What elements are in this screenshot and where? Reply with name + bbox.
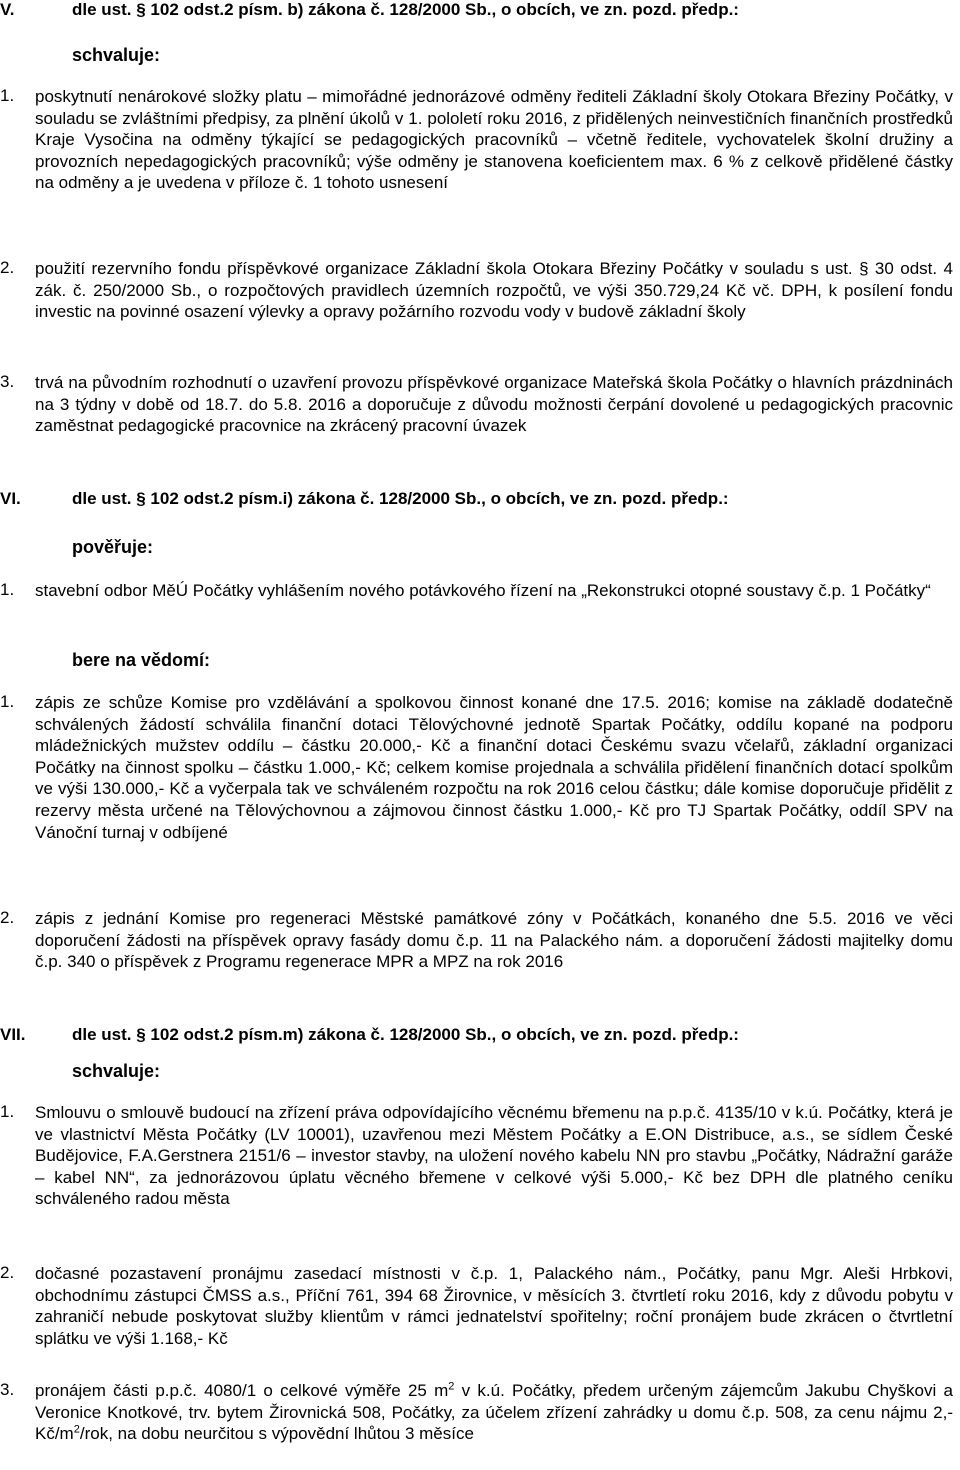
item-text [35,1380,953,1445]
section-verb: pověřuje: [72,537,154,557]
section-verb: schvaluje: [72,1061,161,1081]
section-law-reference: dle ust. § 102 odst.2 písm.i) zákona č. 128/2000 Sb., o obcích, ve zn. pozd. předp.: [72,489,729,508]
item-number: 2. [0,1263,15,1282]
item-text-part: /rok, na dobu neurčitou s výpovědní lhůtou 3 měsíce [79,1424,474,1444]
section-roman: VI. [0,489,21,508]
section-roman: VII. [0,1025,26,1044]
item-text: Smlouvu o smlouvě budoucí na zřízení práva odpovídajícího věcnému břemenu na p.p.č. 4135/10 v k.ú. Počátky, která je ve vlastnictví Města Počátky (LV 10001), uzavřenou mezi Městem Počátky a E.ON Distribuce, a.s., se sídlem České Budějovice, F.A.Gerstnera 2151/6 – investor stavby, na uložení nového kabelu NN pro stavbu „Počátky, Nádražní garáže – kabel NN“, za jednorázovou úplatu věcného břemene v celkové výši 5.000,- Kč bez DPH dle platného ceníku schváleného radou města [35,1103,953,1209]
section-verb: schvaluje: [72,45,161,65]
item-text-part: pronájem části p.p.č. 4080/1 o celkové výměře 25 m [35,1381,449,1400]
item-text: zápis ze schůze Komise pro vzdělávání a spolkovou činnost konané dne 17.5. 2016; komise na základě dodatečně schválených žádostí schválila finanční dotaci Tělovýchovné jednotě Spartak Počátky, oddílu kopané na podporu mládežnických mužstev oddílu – částku 20.000,- Kč a finanční dotaci Českému svazu včelařů, základní organizaci Počátky na činnost spolku – částku 1.000,- Kč; celkem komise projednala a schválila přidělení finančních dotací spolkům ve výši 130.000,- Kč a vyčerpala tak ve schváleném rozpočtu na rok 2016 celou částku; dále komise doporučuje přidělit z rezervy města určené na Tělovýchovnou a zájmovou činnost částku 1.000,- Kč pro TJ Spartak Počátky, oddíl SPV na Vánoční turnaj v odbíjené [35,693,953,842]
item-number: 3. [0,1380,15,1399]
item-number: 2. [0,258,15,277]
item-text: stavební odbor MěÚ Počátky vyhlášením nového potávkového řízení na „Rekonstrukci otopné soustavy č.p. 1 Počátky“ [35,581,931,600]
item-number: 1. [0,86,15,105]
item-number: 3. [0,372,15,391]
item-number: 2. [0,908,15,927]
item-text: poskytnutí nenárokové složky platu – mimořádné jednorázové odměny řediteli Základní školy Otokara Březiny Počátky, v souladu se zvláštními předpisy, za plnění úkolů v 1. pololetí roku 2016, z přidělených neinvestičních finančních prostředků Kraje Vysočina na odměny týkající se pedagogických pracovníků – včetně ředitele, vychovatelek školní družiny a provozních nepedagogických pracovníků; výše odměny je stanovena koeficientem max. 6 % z celkově přidělené částky na odměny a je uvedena v příloze č. 1 tohoto usnesení [35,87,953,193]
item-number: 1. [0,692,15,711]
item-text: dočasné pozastavení pronájmu zasedací místnosti v č.p. 1, Palackého nám., Počátky, panu Mgr. Aleši Hrbkovi, obchodnímu zástupci ČMSS a.s., Příční 761, 394 68 Žirovnice, v měsících 3. čtvrtletí roku 2016, kdy z důvodu pobytu v zahraničí nebude poskytovat služby klientům v rámci jednatelství spořitelny; roční pronájem bude zkrácen o čtvrtletní splátku ve výši 1.168,- Kč [35,1264,953,1348]
item-number: 1. [0,1102,15,1121]
item-text: trvá na původním rozhodnutí o uzavření provozu příspěvkové organizace Mateřská škola Počátky o hlavních prázdninách na 3 týdny v době od 18.7. do 5.8. 2016 a doporučuje z důvodu možnosti čerpání dovolené u pedagogických pracovnic zaměstnat pedagogické pracovnice na zkrácený pracovní úvazek [35,373,953,436]
section-law-reference: dle ust. § 102 odst.2 písm.m) zákona č. 128/2000 Sb., o obcích, ve zn. pozd. předp.: [72,1025,739,1044]
item-text: zápis z jednání Komise pro regeneraci Městské památkové zóny v Počátkách, konaného dne 5.5. 2016 ve věci doporučení žádosti na příspěvek opravy fasády domu č.p. 11 na Palackého nám. a doporučení žádosti majitelky domu č.p. 340 o příspěvek z Programu regenerace MPR a MPZ na rok 2016 [35,909,953,972]
section-roman: V. [0,0,15,19]
section-law-reference: dle ust. § 102 odst.2 písm. b) zákona č. 128/2000 Sb., o obcích, ve zn. pozd. předp.: [72,0,739,19]
section-verb-noted: bere na vědomí: [72,650,211,670]
superscript: 2 [73,1423,80,1436]
item-number: 1. [0,580,15,599]
superscript: 2 [448,1380,455,1393]
item-text: použití rezervního fondu příspěvkové organizace Základní škola Otokara Březiny Počátky v souladu s ust. § 30 odst. 4 zák. č. 250/2000 Sb., o rozpočtových pravidlech územních rozpočtů, ve výši 350.729,24 Kč vč. DPH, k posílení fondu investic na povinné osazení výlevky a opravy požárního rozvodu vody v budově základní školy [35,259,953,322]
item-text-part: v k.ú. Počátky, předem určeným zájemcům Jakubu Chyškovi a Veronice Knotkové, trv. bytem Žirovnická 508, Počátky, za účelem zřízení zahrádky u domu č.p. 508, za cenu nájmu 2,- Kč/m [35,1381,953,1444]
